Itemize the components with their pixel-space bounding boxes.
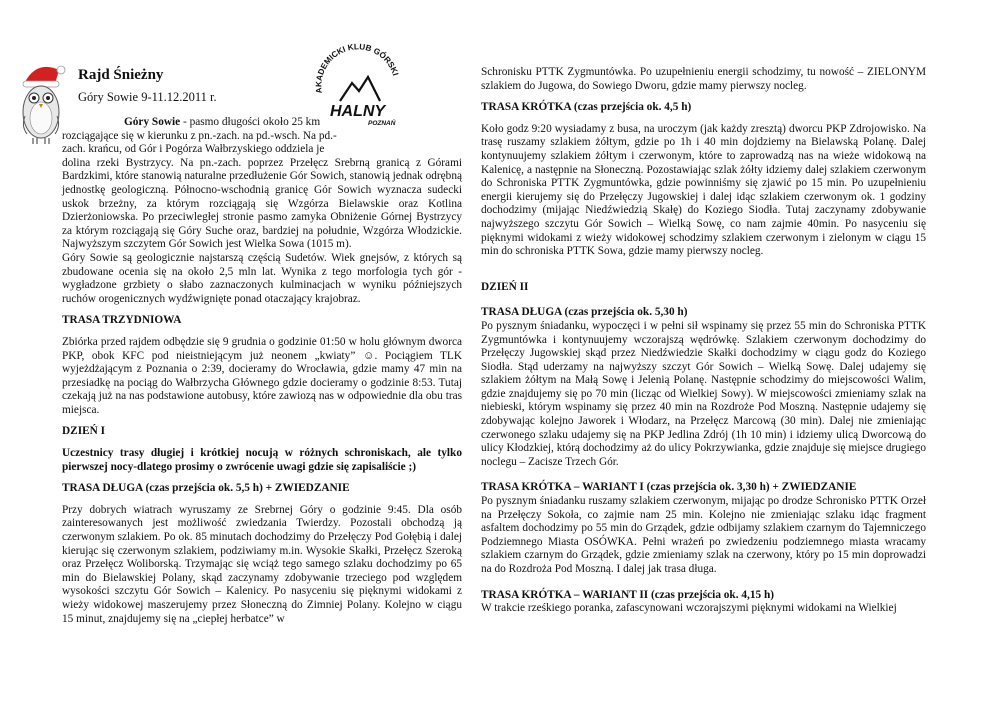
page-title: Rajd Śnieżny — [78, 67, 164, 83]
logo-city: POZNAŃ — [368, 120, 396, 127]
paragraph-trasa-krotka-wariant-1: Po pysznym śniadanku ruszamy szlakiem czerwonym, mijając po drodze Schronisko PTTK Orzeł na Przełęczy Sokoła, co zajmie nam 25 min. Kolejno nie zmieniając szlaku idąc fragment asfaltem dochodzimy po 55 min do Grządek, gdzie odbijamy szlakiem czarnym do Tajemniczego Podziemnego Miasta OSÓWKA. Pełni wrażeń po zwiedzeniu podziemnego miasta wracamy szlakiem czarnym do Grządek, gdzie zmieniamy szlak na czerwony, który po 15 min doprowadzi na do Rozdroża Pod Moszną. I dalej jak trasa długa. — [481, 495, 926, 575]
paragraph-trasa-dluga-1: Przy dobrych wiatrach wyruszamy ze Srebrnej Góry o godzinie 9:45. Dla osób zainteresowanych jest możliwość zwiedzania Twierdzy. Pozostali obchodzą ją czerwonym szlakiem. Po ok. 85 minutach dochodzimy do Przełęczy Pod Gołębią i dalej kierując się czerwonym szlakiem, podziwiamy m.in. Wysokie Skałki, Przełęcz Szeroką oraz Przełęcz Woliborską. Trzymając się wciąż tego samego szlaku dochodzimy po 65 min do Bielawskiej Polany, skąd zaczynamy zdobywanie trzeciego pod względem wysokości szczytu Gór Sowich – Kalenicy. Po nasyceniu się pięknymi widokami z wieży widokowej maszerujemy przez Słoneczną do Zimniej Polany. Kolejno w ciągu 15 minut, znajdujemy się na „ciepłej herbatce” w — [62, 503, 462, 625]
heading-trasa-krotka-wariant-2: TRASA KRÓTKA – WARIANT II (czas przejścia ok. 4,15 h) — [481, 588, 775, 601]
note-dzien-1: Uczestnicy trasy długiej i krótkiej nocują w różnych schroniskach, ale tylko pierwszej nocy-dlatego prosimy o zwrócenie uwagi gdzie się zapisaliście ;) — [62, 447, 462, 473]
left-column — [62, 0, 462, 626]
logo-name: HALNY — [330, 103, 386, 120]
paragraph-trasa-dluga-2: Po pysznym śniadanku, wypoczęci i w pełni sił wspinamy się przez 55 min do Schroniska PTTK Zygmuntówka i kontynuujemy wczorajszą wędrówkę. Szlakiem czerwonym dochodzimy do Przełęczy Jugowskiej skąd przez Niedźwiedzie Skałki dochodzimy w ciągu godz do Koziego Siodła. Stąd uderzamy na najwyższy szczyt Gór Sowich – Wielką Sowę. Dalej udajemy się szlakiem żółtym na Małą Sowę i Jelenią Polanę. Następnie schodzimy do miejscowości Walim, gdzie znajdujemy się po 70 min (licząc od Wielkiej Sowy). W miejscowości zmieniamy szlak na niebieski, którym wspinamy się przez 40 min na Rozdroże Pod Moszną. Następnie udajemy się zdobywając kolejno Jaworek i Włodarz, na Przełęcz Marcową (30 min). Dalej nie zmieniając czerwonego szlaku udajemy się na PKP Jedlina Zdrój (1h 10 min) i idziemy ulicą Dworcową do ulicy Kłodzkiej, którą dochodzimy aż do ulicy Pokrzywianka, gdzie znajduje się miejsce drugiego noclegu – Zacisze Trzech Gór. — [481, 319, 926, 468]
heading-trasa-krotka-wariant-1: TRASA KRÓTKA – WARIANT I (czas przejścia ok. 3,30 h) + ZWIEDZANIE — [481, 481, 857, 494]
intro-paragraph: dolina rzeki Bystrzycy. Na pn.-zach. poprzez Przełęcz Srebrną granicą z Górami Bardzkimi, które stanowią naturalne przedłużenie Gór Sowich, stanowią jednak odrębną jednostkę geologiczną. Północno-wschodnią granicę Gór Sowich wyznacza sudecki uskok brzeżny, za którym rozciągają się Wzgórza Bielawskie oraz Kotlina Dzierżoniowska. Po przeciwległej stronie pasmo zamyka Obniżenie Górnej Bystrzycy za którym rozciągają się Góry Suche oraz, bardziej na południe, Wzgórza Włodzickie. Najwyższym szczytem Gór Sowich jest Wielka Sowa (1015 m). — [62, 156, 462, 251]
paragraph-trasa-trzydniowa: Zbiórka przed rajdem odbędzie się 9 grudnia o godzinie 01:50 w holu głównym dworca PKP, obok KFC pod nieistniejącym już neonem „kwiaty” ☺. Pociągiem TLK wyjeżdżającym z Poznania o 2:39, docieramy do Wrocławia, gdzie mamy 47 min na przesiadkę na pociąg do Wałbrzycha Głównego gdzie docieramy o godzinie 8:53. Tutaj czekają już na nas podstawione autobusy, które zawiozą nas w odpowiednie dla obu tras miejsca. — [62, 335, 462, 416]
heading-trasa-trzydniowa: TRASA TRZYDNIOWA — [62, 314, 182, 327]
heading-trasa-krotka-1: TRASA KRÓTKA (czas przejścia ok. 4,5 h) — [481, 101, 692, 114]
heading-trasa-dluga-2: TRASA DŁUGA (czas przejścia ok. 5,30 h) — [481, 306, 688, 319]
heading-dzien-1: DZIEŃ I — [62, 425, 106, 438]
paragraph-trasa-krotka-1: Koło godz 9:20 wysiadamy z busa, na uroczym (jak każdy zresztą) dworcu PKP Zdrojowisko. Na trasę ruszamy szlakiem żółtym, gdzie po 1h i 40 min dojdziemy na Bielawską Polanę. Dalej kontynuujemy szlakiem żółtym i czerwonym, które to zaprowadzą nas na wieże widokową na Kalenicę, a następnie na Słoneczną. Pozostawiając szlak żółty idziemy dalej szlakiem czerwonym do Schroniska PTTK Zygmuntówka, gdzie powinniśmy się zjawić po 15 min. Po uzupełnieniu energii kierujemy się do Przełęczy Jugowskiej i dalej idąc szlakiem czerwonym ok. 1 godziny dochodzimy (mijając Niedźwiedzią Skałę) do Koziego Siodła. Tutaj zaczynamy zdobywanie najwyższego szczytu Gór Sowich – Wielką Sowę, co nam zajmie 40min. Po nasyceniu się pięknymi widokami z wieży widokowej schodzimy szlakiem czerwonym i zielonym w ciągu 15 min do schroniska PTTK Sowa, gdzie mamy pierwszy nocleg. — [481, 122, 926, 258]
intro-line-3: zach. krańcu, od Gór i Pogórza Wałbrzyskiego oddziela je — [62, 143, 325, 156]
logo-arc-text: AKADEMICKI KLUB GÓRSKI — [314, 42, 401, 94]
intro-geology: Góry Sowie są geologicznie najstarszą częścią Sudetów. Wiek gnejsów, z których są zbudowane ocenia się na około 2,5 mln lat. Wynika z tego morfologia tych gór - wygładzone grzbiety o słabo zaznaczonych kulminacjach w wyniku późniejszych ruchów orogenicznych wydźwignięte ponad otaczający krajobraz. — [62, 251, 462, 305]
intro-line-2: rozciągające się w kierunku z pn.-zach. na pd.-wsch. Na pd.- — [62, 129, 337, 142]
intro-line-1: - pasmo długości około 25 km — [180, 116, 321, 128]
right-column — [481, 0, 926, 616]
paragraph-continued: Schronisku PTTK Zygmuntówka. Po uzupełnieniu energii schodzimy, tu nowość – ZIELONYM szlakiem do Jugowa, do Sowiego Dworu, gdzie mamy pierwszy nocleg. — [481, 66, 926, 92]
paragraph-trasa-krotka-wariant-2: W trakcie rześkiego poranka, zafascynowani wczorajszymi pięknymi widokami na Wielkiej — [481, 602, 897, 615]
event-dates: Góry Sowie 9-11.12.2011 r. — [78, 90, 217, 104]
heading-dzien-2: DZIEŃ II — [481, 280, 529, 293]
intro-lead: Góry Sowie — [124, 116, 181, 128]
heading-trasa-dluga-1: TRASA DŁUGA (czas przejścia ok. 5,5 h) + ZWIEDZANIE — [62, 482, 350, 495]
